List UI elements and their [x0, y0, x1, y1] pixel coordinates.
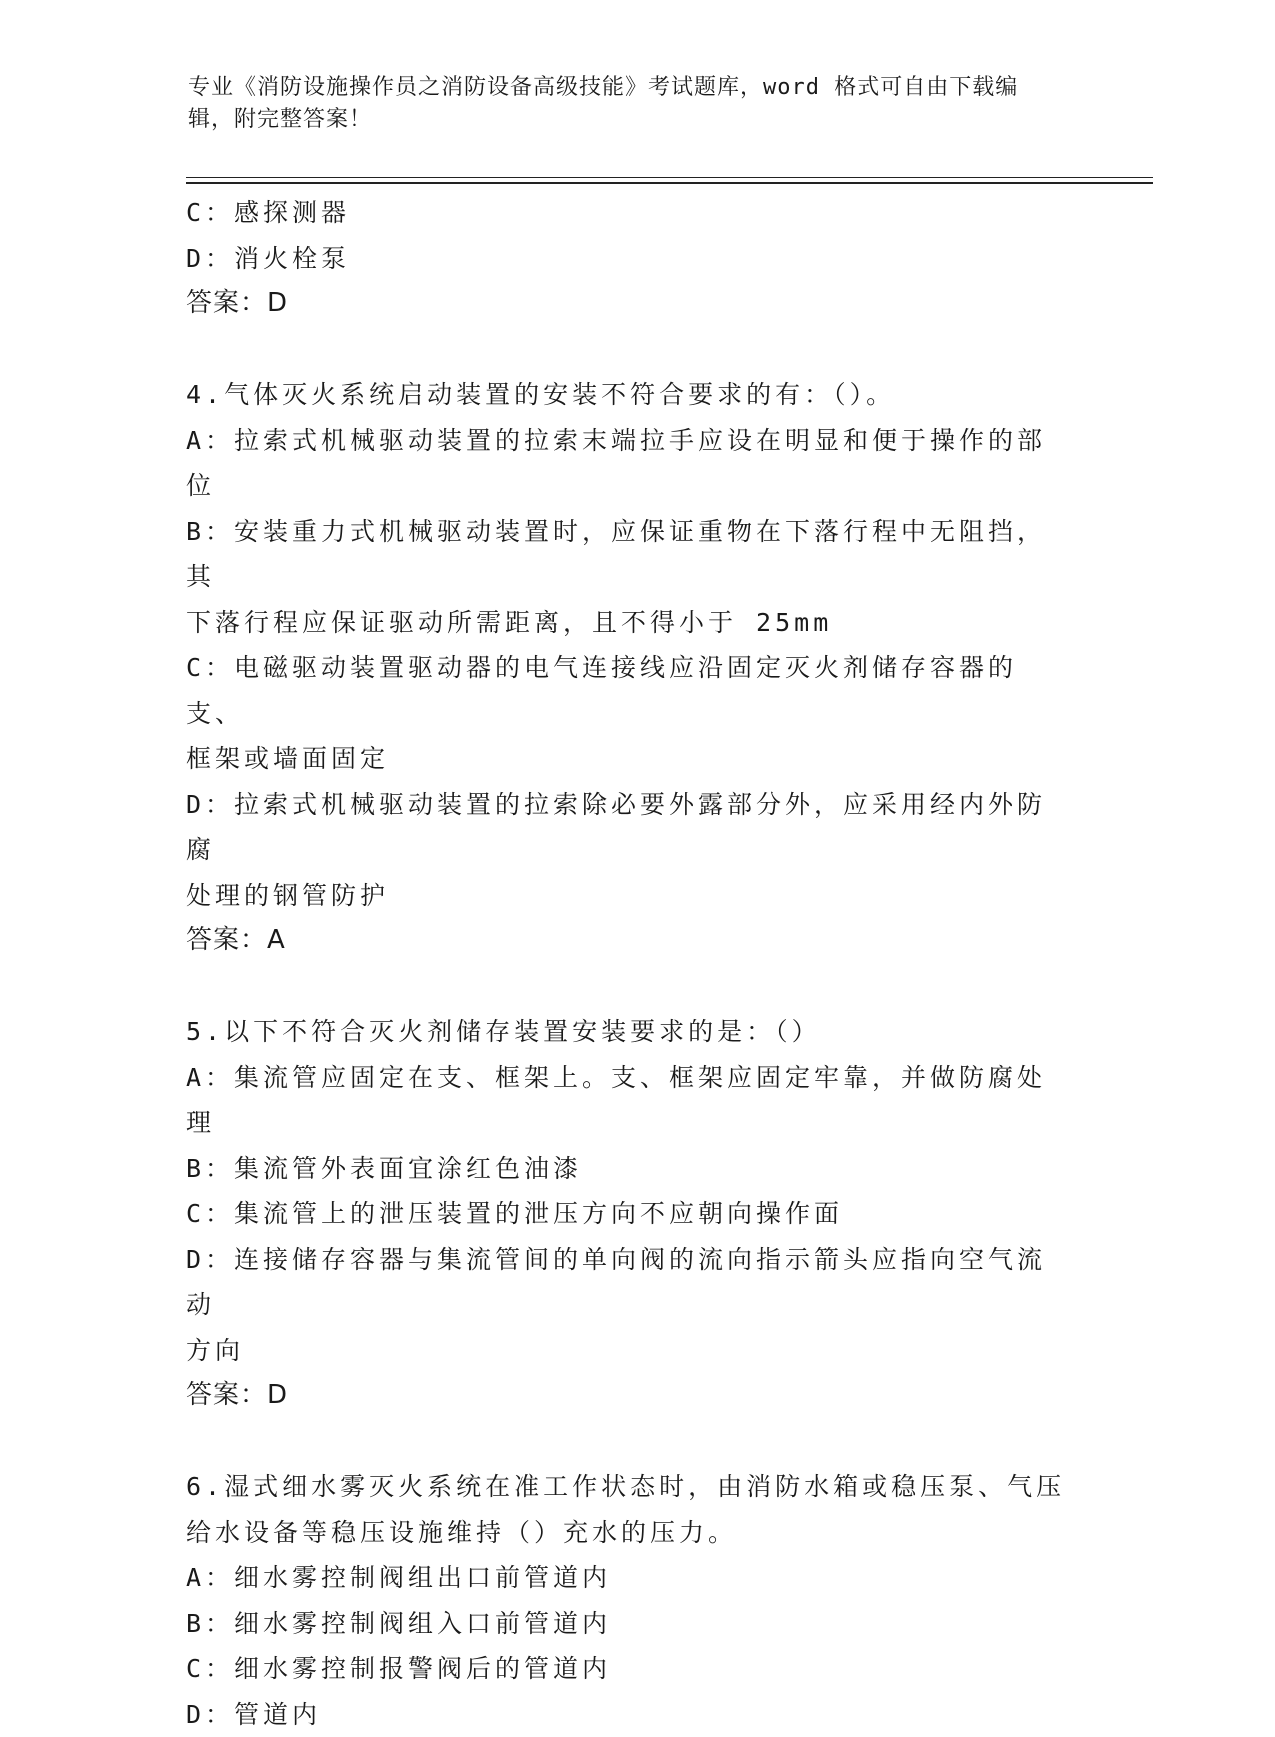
- q4-option-a: A：拉索式机械驱动装置的拉索末端拉手应设在明显和便于操作的部位: [186, 418, 1066, 509]
- q6-option-c: C：细水雾控制报警阀后的管道内: [186, 1646, 1066, 1692]
- q5-answer: 答案：D: [186, 1373, 1066, 1419]
- q3-option-c: C：感探测器: [186, 190, 1066, 236]
- q5-option-b: B：集流管外表面宜涂红色油漆: [186, 1146, 1066, 1192]
- q6-stem-line-2: 给水设备等稳压设施维持（）充水的压力。: [186, 1510, 1066, 1556]
- header-divider-thin: [186, 177, 1153, 178]
- q5-option-d-line-1: D：连接储存容器与集流管间的单向阀的流向指示箭头应指向空气流动: [186, 1237, 1066, 1328]
- question-content: [186, 190, 1066, 1737]
- q5-option-c: C：集流管上的泄压装置的泄压方向不应朝向操作面: [186, 1191, 1066, 1237]
- page-header: [188, 72, 1068, 136]
- q5-stem: 5.以下不符合灭火剂储存装置安装要求的是：（）: [186, 1009, 1066, 1055]
- q4-option-c-line-1: C：电磁驱动装置驱动器的电气连接线应沿固定灭火剂储存容器的支、: [186, 645, 1066, 736]
- q6-stem-line-1: 6.湿式细水雾灭火系统在准工作状态时，由消防水箱或稳压泵、气压: [186, 1464, 1066, 1510]
- q3-option-d: D：消火栓泵: [186, 236, 1066, 282]
- q3-answer: 答案：D: [186, 281, 1066, 327]
- q4-option-d-line-2: 处理的钢管防护: [186, 873, 1066, 919]
- q6-option-b: B：细水雾控制阀组入口前管道内: [186, 1601, 1066, 1647]
- q5-option-d-line-2: 方向: [186, 1328, 1066, 1374]
- q4-option-c-line-2: 框架或墙面固定: [186, 736, 1066, 782]
- q6-option-a: A：细水雾控制阀组出口前管道内: [186, 1555, 1066, 1601]
- header-line-1: 专业《消防设施操作员之消防设备高级技能》考试题库，word 格式可自由下载编: [188, 72, 1068, 104]
- header-line-2: 辑，附完整答案！: [188, 104, 1068, 136]
- spacer: [186, 1419, 1066, 1465]
- q6-option-d: D：管道内: [186, 1692, 1066, 1737]
- header-divider-thick: [186, 182, 1153, 184]
- q4-option-d-line-1: D：拉索式机械驱动装置的拉索除必要外露部分外，应采用经内外防腐: [186, 782, 1066, 873]
- spacer: [186, 964, 1066, 1010]
- q4-option-b-line-2: 下落行程应保证驱动所需距离，且不得小于 25mm: [186, 600, 1066, 646]
- q4-option-b-line-1: B：安装重力式机械驱动装置时，应保证重物在下落行程中无阻挡，其: [186, 509, 1066, 600]
- q5-option-a: A：集流管应固定在支、框架上。支、框架应固定牢靠，并做防腐处理: [186, 1055, 1066, 1146]
- q4-answer: 答案：A: [186, 918, 1066, 964]
- spacer: [186, 327, 1066, 373]
- q4-stem: 4.气体灭火系统启动装置的安装不符合要求的有：（）。: [186, 372, 1066, 418]
